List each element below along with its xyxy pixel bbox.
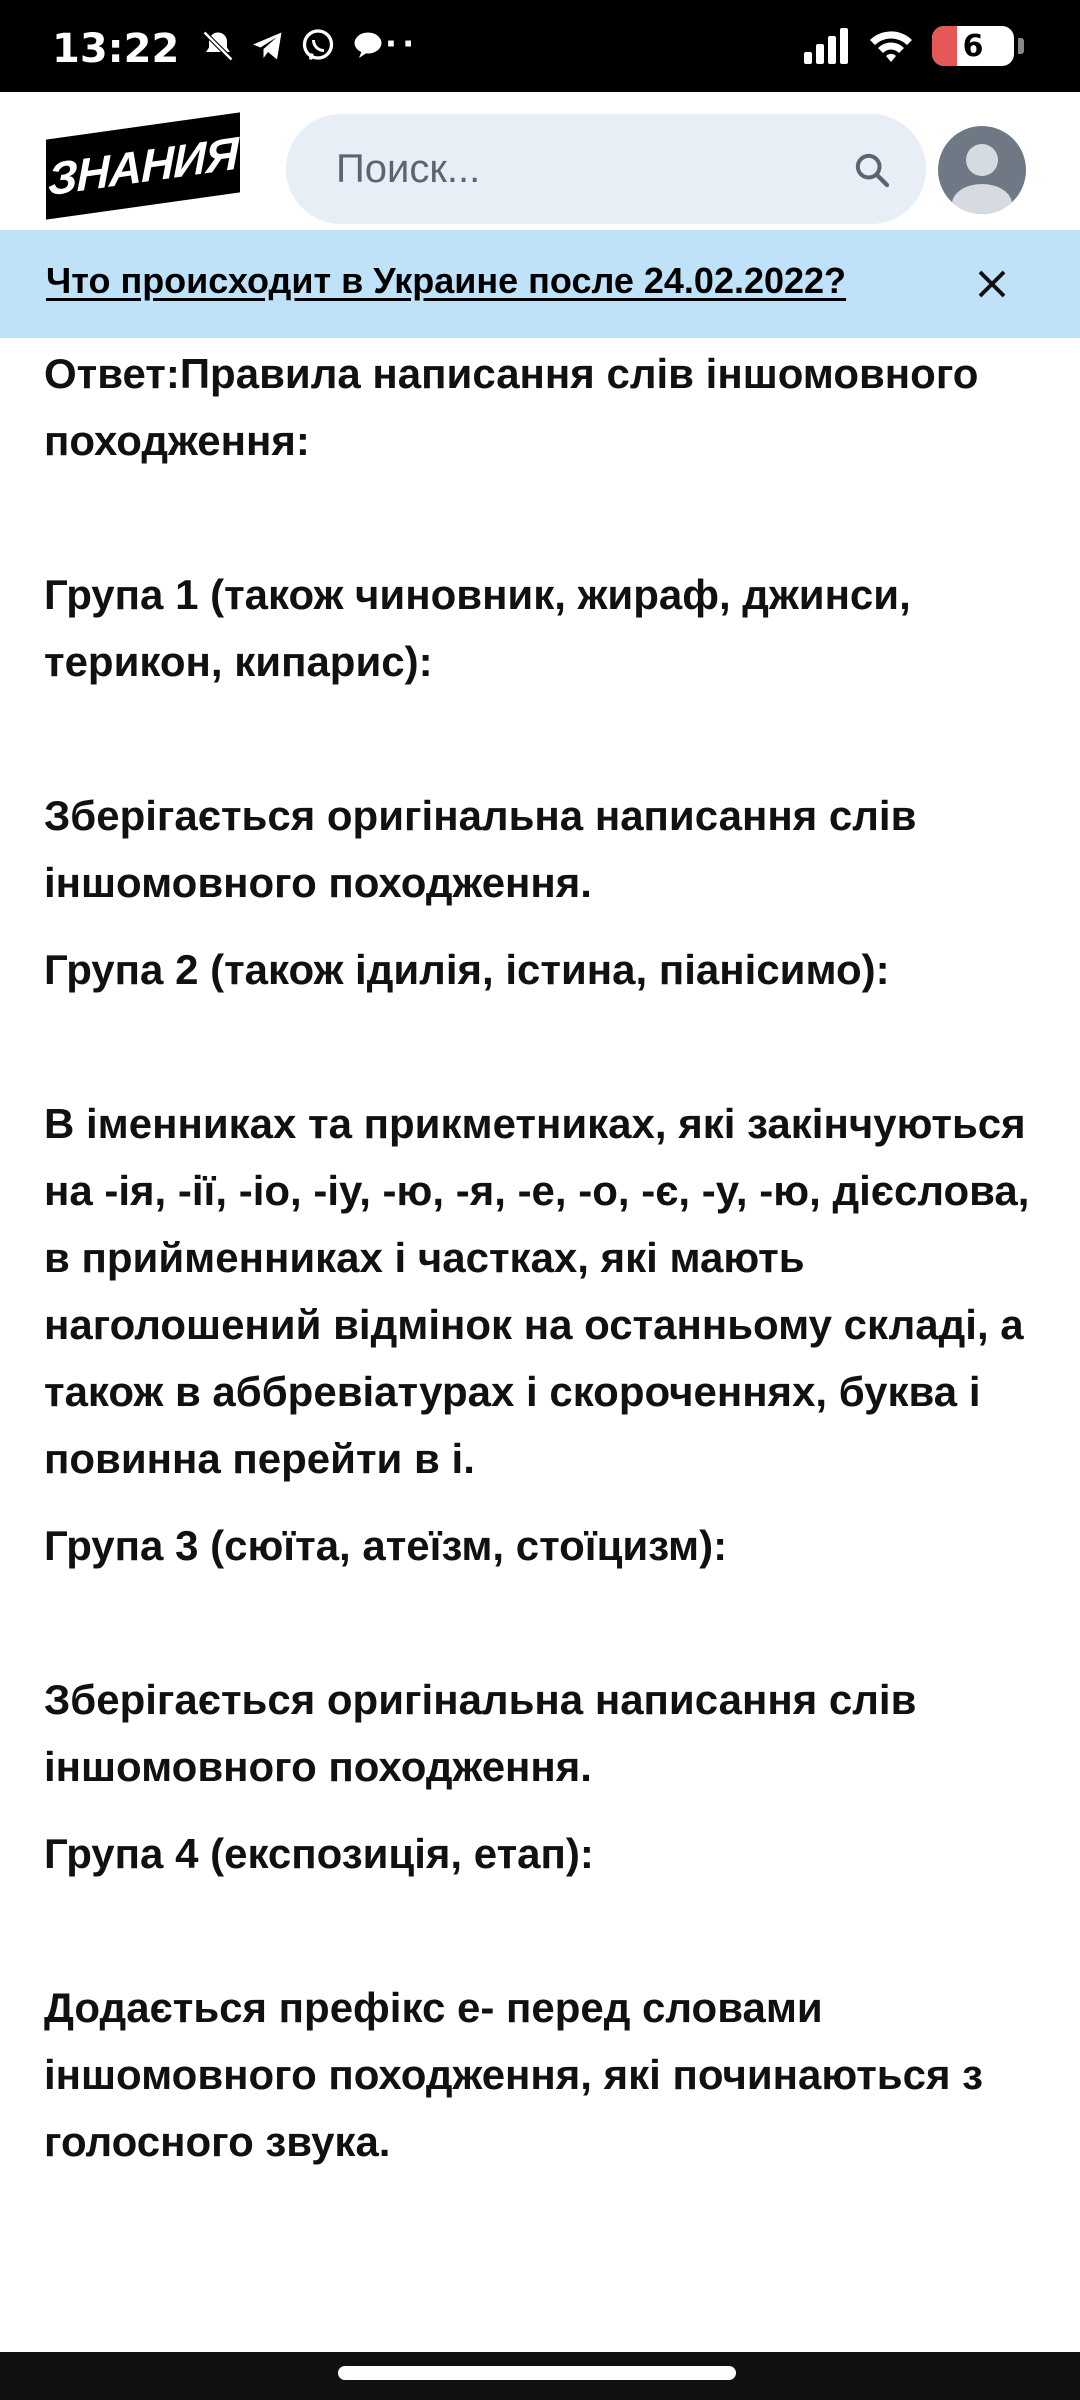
- site-header: [0, 92, 1080, 230]
- wifi-icon: [868, 28, 914, 64]
- battery-icon: [932, 26, 1014, 66]
- answer-paragraph: Додається префікс е- перед словами іншомовного походження, які починаються з голосного звука.: [44, 1984, 995, 2165]
- telegram-icon: [250, 28, 286, 64]
- answer-paragraph: Група 4 (експозиція, етап):: [44, 1830, 594, 1877]
- battery-nub: [1018, 38, 1024, 54]
- logo-text: ЗНАНИЯ: [48, 126, 238, 206]
- system-icons: [804, 26, 1024, 66]
- answer-paragraph: [44, 474, 1044, 541]
- answer-paragraph: Ответ:Правила написання слів іншомовного походження:: [44, 350, 991, 464]
- home-indicator[interactable]: [338, 2366, 736, 2380]
- answer-paragraph: [44, 1579, 1044, 1646]
- answer-paragraph: [44, 1887, 1044, 1954]
- viber-icon: [300, 28, 336, 64]
- search-icon[interactable]: [852, 150, 892, 190]
- close-icon[interactable]: [974, 266, 1010, 302]
- banner-link[interactable]: Что происходит в Украине после 24.02.2022?: [46, 260, 847, 301]
- answer-paragraph: [44, 695, 1044, 762]
- search-bar[interactable]: [286, 114, 926, 224]
- answer-paragraph: Зберігається оригінальна написання слів іншомовного походження.: [44, 792, 929, 906]
- site-logo[interactable]: [46, 112, 240, 219]
- answer-paragraph: [44, 1003, 1044, 1070]
- status-time: 13:22: [52, 26, 180, 72]
- answer-paragraph: Група 2 (також ідилія, істина, піанісимо):: [44, 946, 890, 993]
- answer-paragraph: В іменниках та прикметниках, які закінчуються на -ія, -ії, -іо, -іу, -ю, -я, -е, -о, -є, -у, -ю, дієслова, в прийменниках і частках, які мають наголошений відмінок на останньому складі, а також в аббревіатурах і скороченнях, буква і повинна перейти в і.: [44, 1100, 1042, 1482]
- system-nav-bar: [0, 2352, 1080, 2400]
- user-icon: [938, 126, 1026, 214]
- muted-bell-icon: [200, 28, 236, 64]
- more-notifications-icon: ···: [368, 22, 420, 66]
- status-bar: [0, 0, 1080, 92]
- answer-content: [44, 340, 1044, 2352]
- battery-level: [932, 26, 957, 66]
- signal-bars-icon: [804, 28, 850, 64]
- answer-paragraph: Група 1 (також чиновник, жираф, джинси, терикон, кипарис):: [44, 571, 923, 685]
- search-input[interactable]: [334, 114, 794, 224]
- answer-paragraph: Група 3 (сюїта, атеїзм, стоїцизм):: [44, 1522, 728, 1569]
- answer-paragraph: Зберігається оригінальна написання слів іншомовного походження.: [44, 1676, 929, 1790]
- battery-percent: 6: [962, 28, 984, 64]
- notification-icons: [200, 28, 386, 64]
- avatar[interactable]: [938, 126, 1026, 214]
- news-banner: [0, 230, 1080, 338]
